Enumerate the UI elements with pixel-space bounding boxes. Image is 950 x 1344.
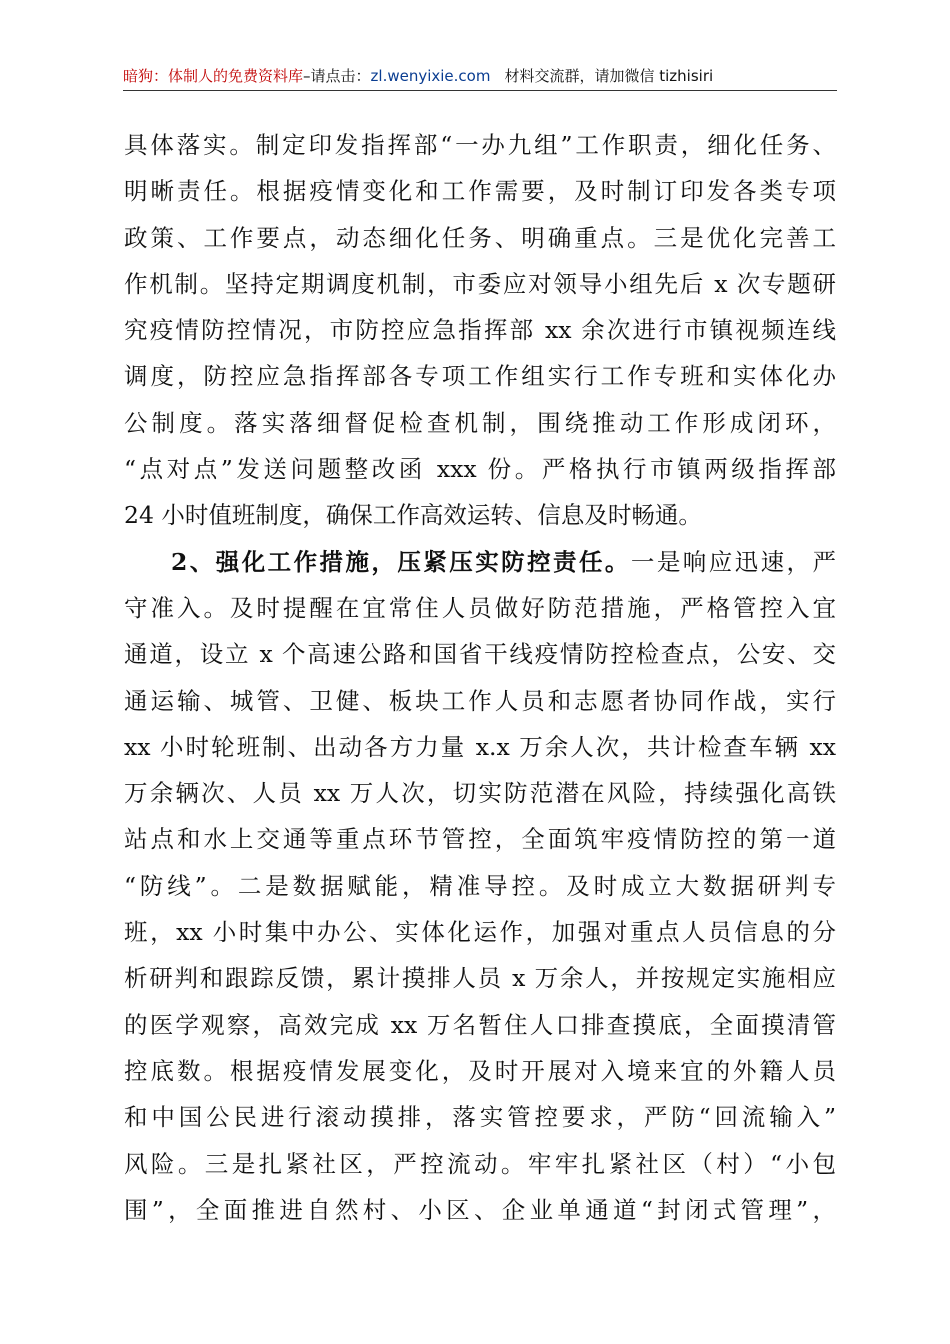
text-line: 风险。三是扎紧社区，严控流动。牢牢扎紧社区（村）“小包 bbox=[124, 1149, 836, 1178]
text-line: 万余辆次、人员 xx 万人次，切实防范潜在风险，持续强化高铁 bbox=[124, 779, 836, 808]
text-line: 公制度。落实落细督促检查机制，围绕推动工作形成闭环， bbox=[124, 408, 836, 437]
text-line: 的医学观察，高效完成 xx 万名暂住人口排查摸底，全面摸清管 bbox=[124, 1010, 836, 1039]
paragraph-1 bbox=[124, 122, 836, 539]
page-header bbox=[123, 62, 837, 91]
text-line: 具体落实。制定印发指挥部“一办九组”工作职责，细化任务、 bbox=[124, 131, 836, 159]
text-line: 析研判和跟踪反馈，累计摸排人员 x 万余人，并按规定实施相应 bbox=[124, 964, 836, 993]
text-line: 站点和水上交通等重点环节管控，全面筑牢疫情防控的第一道 bbox=[124, 825, 836, 854]
text-line: “点对点”发送问题整改函 xxx 份。严格执行市镇两级指挥部 bbox=[124, 455, 836, 484]
text-line: 围”，全面推进自然村、小区、企业单通道“封闭式管理”， bbox=[124, 1195, 836, 1224]
document-body bbox=[124, 122, 836, 1233]
text-line: 班，xx 小时集中办公、实体化运作，加强对重点人员信息的分 bbox=[124, 918, 836, 947]
text-line: xx 小时轮班制、出动各方力量 x.x 万余人次，共计检查车辆 xx bbox=[124, 732, 836, 761]
text-line: “防线”。二是数据赋能，精准导控。及时成立大数据研判专 bbox=[124, 871, 836, 900]
paragraph-2 bbox=[124, 539, 836, 1233]
text-line: 和中国公民进行滚动摸排，落实管控要求，严防“回流输入” bbox=[124, 1103, 836, 1132]
text-line: 作机制。坚持定期调度机制，市委应对领导小组先后 x 次专题研 bbox=[124, 269, 836, 298]
header-url-link[interactable]: zl.wenyixie.com bbox=[370, 67, 491, 85]
text-line: 明晰责任。根据疫情变化和工作需要，及时制订印发各类专项 bbox=[124, 177, 836, 206]
header-prompt: –请点击： bbox=[303, 67, 371, 85]
text-run: 一是响应迅速，严 bbox=[630, 547, 836, 576]
text-line: 守准入。及时提醒在宜常住人员做好防范措施，严格管控入宜 bbox=[124, 593, 836, 622]
header-wechat-note: 材料交流群，请加微信 tizhisiri bbox=[504, 67, 714, 85]
text-line: 政策、工作要点，动态细化任务、明确重点。三是优化完善工 bbox=[124, 223, 836, 252]
paragraph-2-first-line bbox=[124, 539, 836, 585]
text-line: 调度，防控应急指挥部各专项工作组实行工作专班和实体化办 bbox=[124, 362, 836, 391]
text-line: 究疫情防控情况，市防控应急指挥部 xx 余次进行市镇视频连线 bbox=[124, 316, 836, 345]
text-line: 24 小时值班制度，确保工作高效运转、信息及时畅通。 bbox=[124, 501, 702, 530]
text-line: 控底数。根据疫情发展变化，及时开展对入境来宜的外籍人员 bbox=[124, 1056, 836, 1085]
text-line: 通道，设立 x 个高速公路和国省干线疫情防控检查点，公安、交 bbox=[124, 640, 836, 669]
section-heading: 2、强化工作措施，压紧压实防控责任。 bbox=[171, 547, 631, 576]
header-site-title: 暗狗：体制人的免费资料库 bbox=[123, 67, 304, 85]
text-line: 通运输、城管、卫健、板块工作人员和志愿者协同作战，实行 bbox=[124, 686, 836, 715]
